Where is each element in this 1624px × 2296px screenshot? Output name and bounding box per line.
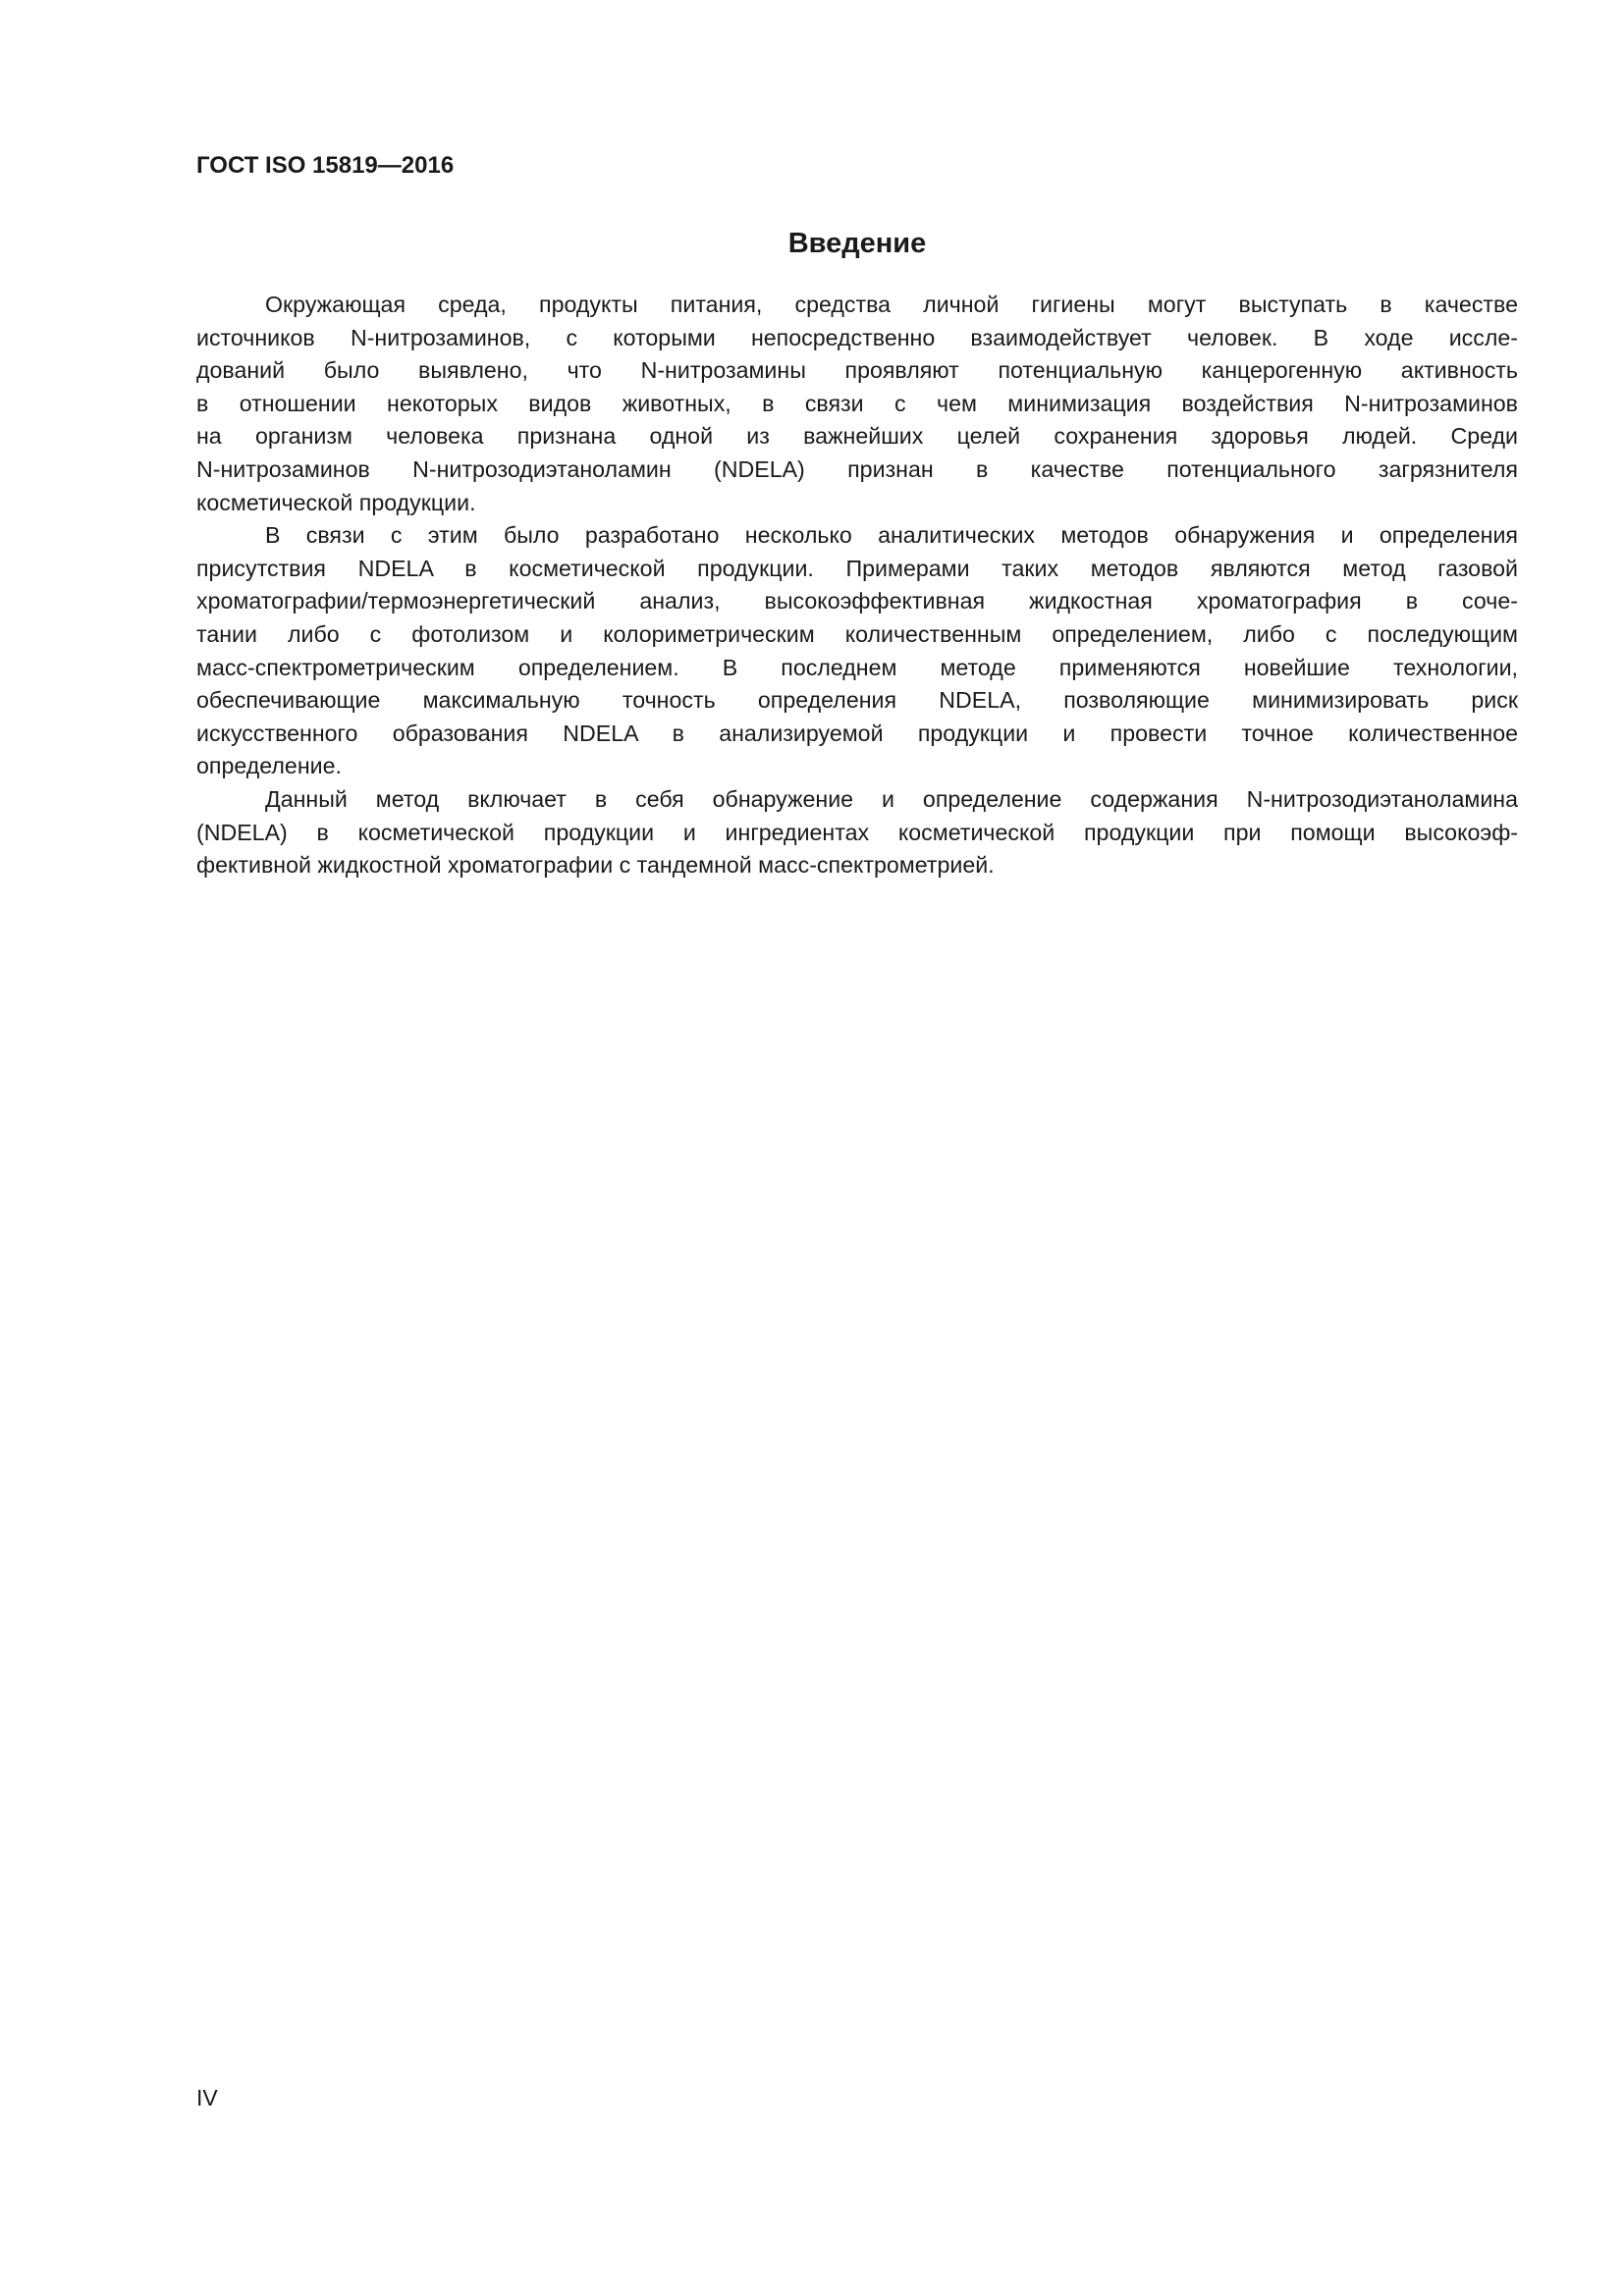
text-line: (NDELA) в косметической продукции и ингредиентах косметической продукции при помощи высокоэф- — [196, 819, 1518, 845]
text-line: фективной жидкостной хроматографии с тандемной масс-спектрометрией. — [196, 852, 995, 879]
text-line: дований было выявлено, что N-нитрозамины проявляют потенциальную канцерогенную активность — [196, 357, 1518, 384]
text-line: тании либо с фотолизом и колориметрическим количественным определением, либо с последующим — [196, 620, 1518, 647]
text-line: искусственного образования NDELA в анализируемой продукции и провести точное количественное — [196, 720, 1518, 746]
text-line: в отношении некоторых видов животных, в связи с чем минимизация воздействия N-нитрозаминов — [196, 390, 1518, 416]
document-body — [196, 289, 1518, 882]
text-line: хроматографии/термоэнергетический анализ, высокоэффективная жидкостная хроматография в соче- — [196, 588, 1518, 614]
text-line: Данный метод включает в себя обнаружение и определение содержания N-нитрозодиэтаноламина — [265, 785, 1518, 812]
text-line: косметической продукции. — [196, 489, 476, 515]
text-line: N-нитрозаминов N-нитрозодиэтаноламин (NDELA) признан в качестве потенциального загрязнителя — [196, 455, 1518, 482]
text-line: Окружающая среда, продукты питания, средства личной гигиены могут выступать в качестве — [265, 292, 1518, 317]
page-number: IV — [196, 2085, 218, 2110]
text-line: на организм человека признана одной из важнейших целей сохранения здоровья людей. Среди — [196, 423, 1518, 450]
text-line: масс-спектрометрическим определением. В последнем методе применяются новейшие технологии, — [196, 654, 1518, 680]
text-line: определение. — [196, 753, 342, 779]
text-line: присутствия NDELA в косметической продукции. Примерами таких методов являются метод газовой — [196, 555, 1518, 581]
text-line: обеспечивающие максимальную точность определения NDELA, позволяющие минимизировать риск — [196, 687, 1518, 714]
text-line: В связи с этим было разработано несколько аналитических методов обнаружения и определения — [265, 522, 1518, 549]
document-code-header: ГОСТ ISO 15819—2016 — [196, 152, 455, 179]
section-title: Введение — [787, 228, 927, 259]
text-line: источников N-нитрозаминов, с которыми непосредственно взаимодействует человек. В ходе иссле- — [196, 324, 1518, 350]
